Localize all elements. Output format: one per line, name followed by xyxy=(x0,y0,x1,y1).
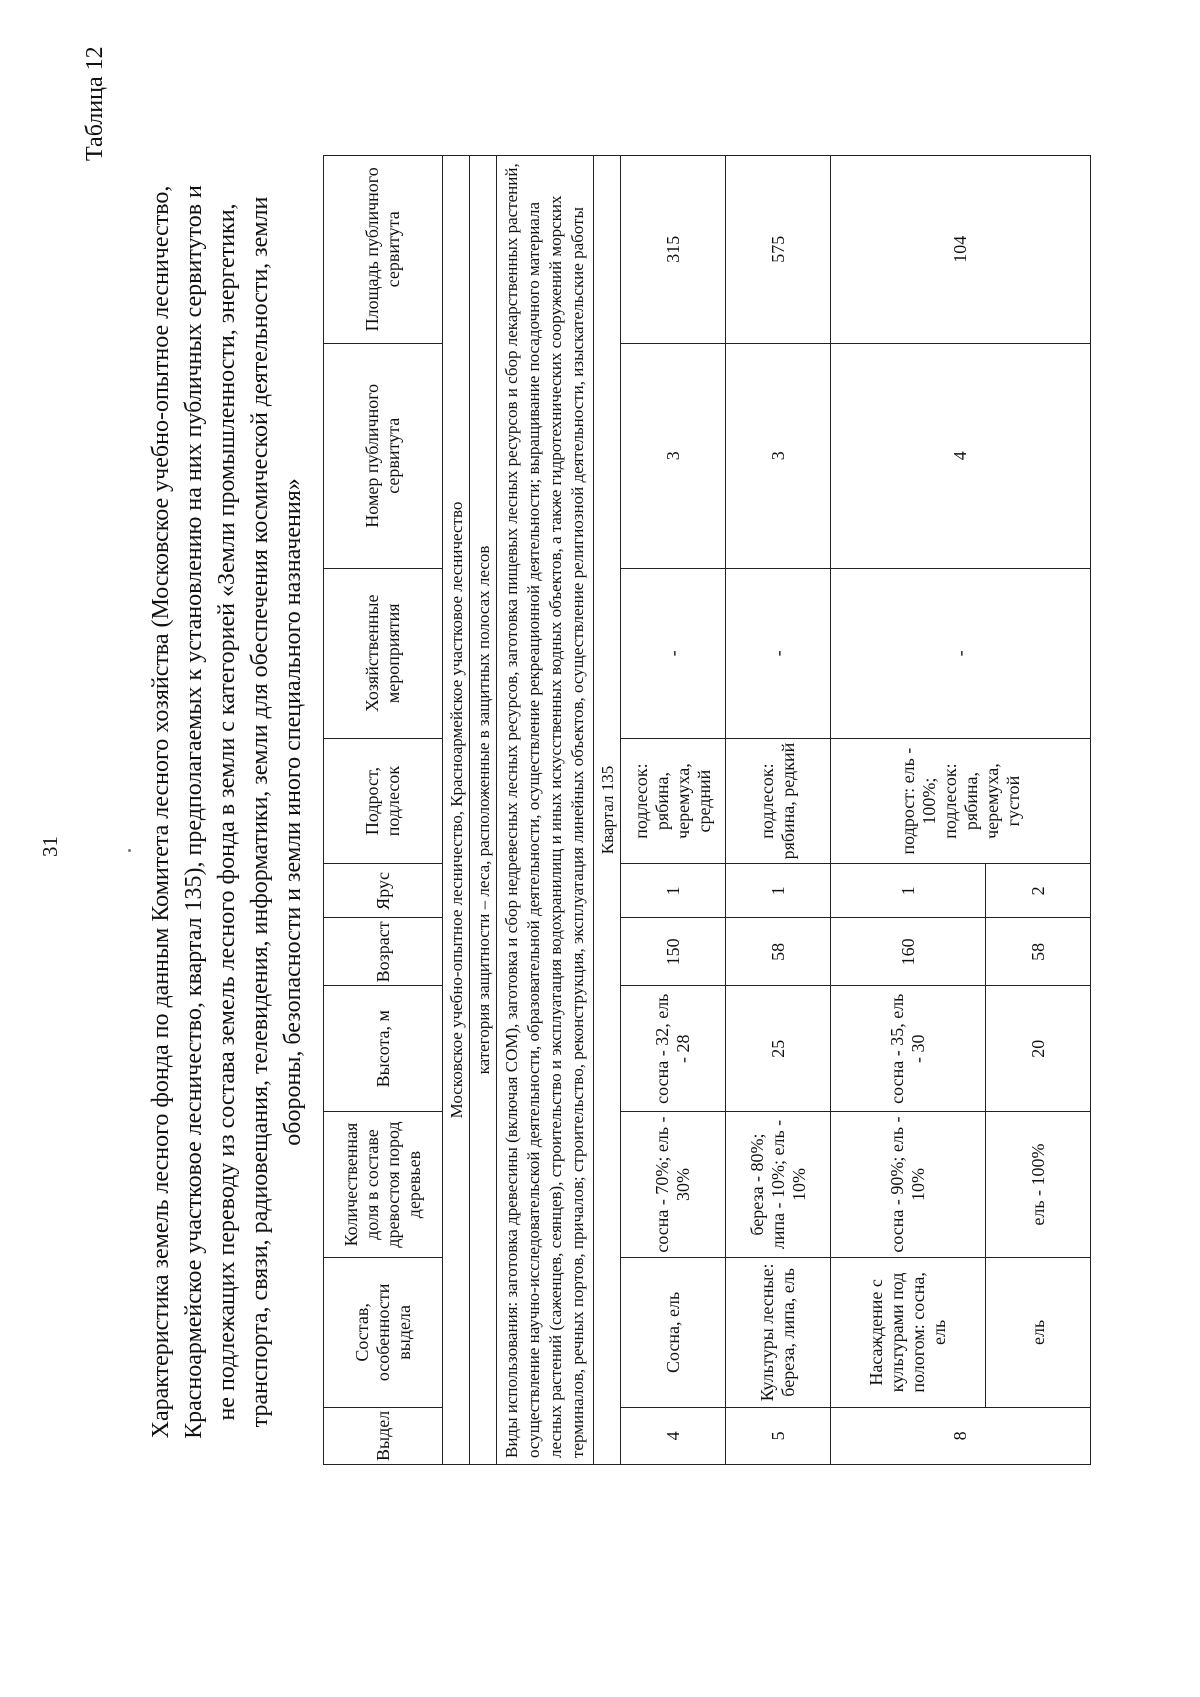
cell-height: сосна - 35, ель - 30 xyxy=(831,986,986,1112)
cell-share: сосна - 90%; ель - 10% xyxy=(831,1112,986,1258)
table-row xyxy=(726,156,831,1465)
cell-servitude-area: 104 xyxy=(831,156,1091,344)
cell-undergrowth: подлесок: рябина, редкий xyxy=(726,738,831,864)
cell-undergrowth: подлесок: рябина, черемуха, средний xyxy=(621,738,726,864)
table-caption: Характеристика земель лесного фонда по данным Комитета лесного хозяйства (Московское учебно-опытное лесничество, Красноармейское участковое лесничество, квартал 135), предполагаемых к установлению на них публичных сервитутов и не подлежащих переводу из состава земель лесного фонда в земли с категорией «Земли промышленности, энергетики, транспорта, связи, радиовещания, телевидения, информатики, земли для обеспечения космической деятельности, земли обороны, безопасности и земли иного специального назначения» xyxy=(148,185,306,1439)
forest-lands-table xyxy=(323,155,1091,1465)
uses-cell: Виды использования: заготовка древесины (включая СОМ), заготовка и сбор недревесных лесных ресурсов, заготовка пищевых лесных ресурсов и сбор лекарственных растений, осуществление научно-исследовательской деятельности, образовательной деятельности, осуществление рекреационной деятельности; выращивание посадочного материала лесных растений (саженцев, сеянцев), строительство и эксплуатация водохранилищ и иных искусственных водных объектов, а также гидротехнических сооружений морских терминалов, речных портов, причалов; строительство, реконструкция, эксплуатация линейных объектов, осуществление религиозной деятельности, изыскательские работы xyxy=(497,156,594,1465)
quarter-row xyxy=(594,156,621,1465)
cell-tier: 1 xyxy=(621,864,726,918)
table-row xyxy=(621,156,726,1465)
cell-servitude-area: 575 xyxy=(726,156,831,344)
category-cell: категория защитности – леса, расположенные в защитных полосах лесов xyxy=(470,156,497,1465)
cell-servitude-area: 315 xyxy=(621,156,726,344)
header-undergrowth: Подрост, подлесок xyxy=(324,738,443,864)
cell-age: 150 xyxy=(621,918,726,986)
cell-tier: 1 xyxy=(831,864,986,918)
cell-measures: - xyxy=(726,568,831,738)
cell-height: 25 xyxy=(726,986,831,1112)
cell-composition: Насаждение с культурами под пологом: сосна, ель xyxy=(831,1258,986,1408)
header-servitude-number: Номер публичного сервитута xyxy=(324,343,443,568)
header-tier: Ярус xyxy=(324,864,443,918)
header-row xyxy=(324,156,443,1465)
header-height: Высота, м xyxy=(324,986,443,1112)
cell-composition: Культуры лесные: береза, липа, ель xyxy=(726,1258,831,1408)
header-age: Возраст xyxy=(324,918,443,986)
table-number: Таблица 12 xyxy=(82,46,108,161)
header-measures: Хозяйственные мероприятия xyxy=(324,568,443,738)
cell-vydel: 5 xyxy=(726,1407,831,1464)
forestry-cell: Московское учебно-опытное лесничество, Красноармейское участковое лесничество xyxy=(443,156,470,1465)
cell-tier: 1 xyxy=(726,864,831,918)
cell-vydel: 8 xyxy=(831,1407,1091,1464)
cell-share: береза - 80%; липа - 10%; ель - 10% xyxy=(726,1112,831,1258)
table-row xyxy=(831,156,986,1465)
cell-share: сосна - 70%; ель - 30% xyxy=(621,1112,726,1258)
header-share: Количественная доля в составе древостоя пород деревьев xyxy=(324,1112,443,1258)
cell-servitude-number: 4 xyxy=(831,343,1091,568)
cell-age: 160 xyxy=(831,918,986,986)
header-vydel: Выдел xyxy=(324,1407,443,1464)
category-row xyxy=(470,156,497,1465)
cell-share: ель - 100% xyxy=(986,1112,1091,1258)
cell-vydel: 4 xyxy=(621,1407,726,1464)
cell-age: 58 xyxy=(726,918,831,986)
cell-tier: 2 xyxy=(986,864,1091,918)
cell-measures: - xyxy=(831,568,1091,738)
forestry-row xyxy=(443,156,470,1465)
header-servitude-area: Площадь публичного сервитута xyxy=(324,156,443,344)
cell-composition: ель xyxy=(986,1258,1091,1408)
header-composition: Состав, особенности выдела xyxy=(324,1258,443,1408)
cell-age: 58 xyxy=(986,918,1091,986)
cell-composition: Сосна, ель xyxy=(621,1258,726,1408)
cell-servitude-number: 3 xyxy=(726,343,831,568)
cell-undergrowth: подрост: ель - 100%; подлесок: рябина, черемуха, густой xyxy=(831,738,1091,864)
cell-measures: - xyxy=(621,568,726,738)
cell-height: 20 xyxy=(986,986,1091,1112)
page-number: 31 xyxy=(38,836,62,857)
uses-row xyxy=(497,156,594,1465)
scan-speck xyxy=(128,849,131,852)
quarter-cell: Квартал 135 xyxy=(594,156,621,1465)
cell-servitude-number: 3 xyxy=(621,343,726,568)
cell-height: сосна - 32, ель - 28 xyxy=(621,986,726,1112)
